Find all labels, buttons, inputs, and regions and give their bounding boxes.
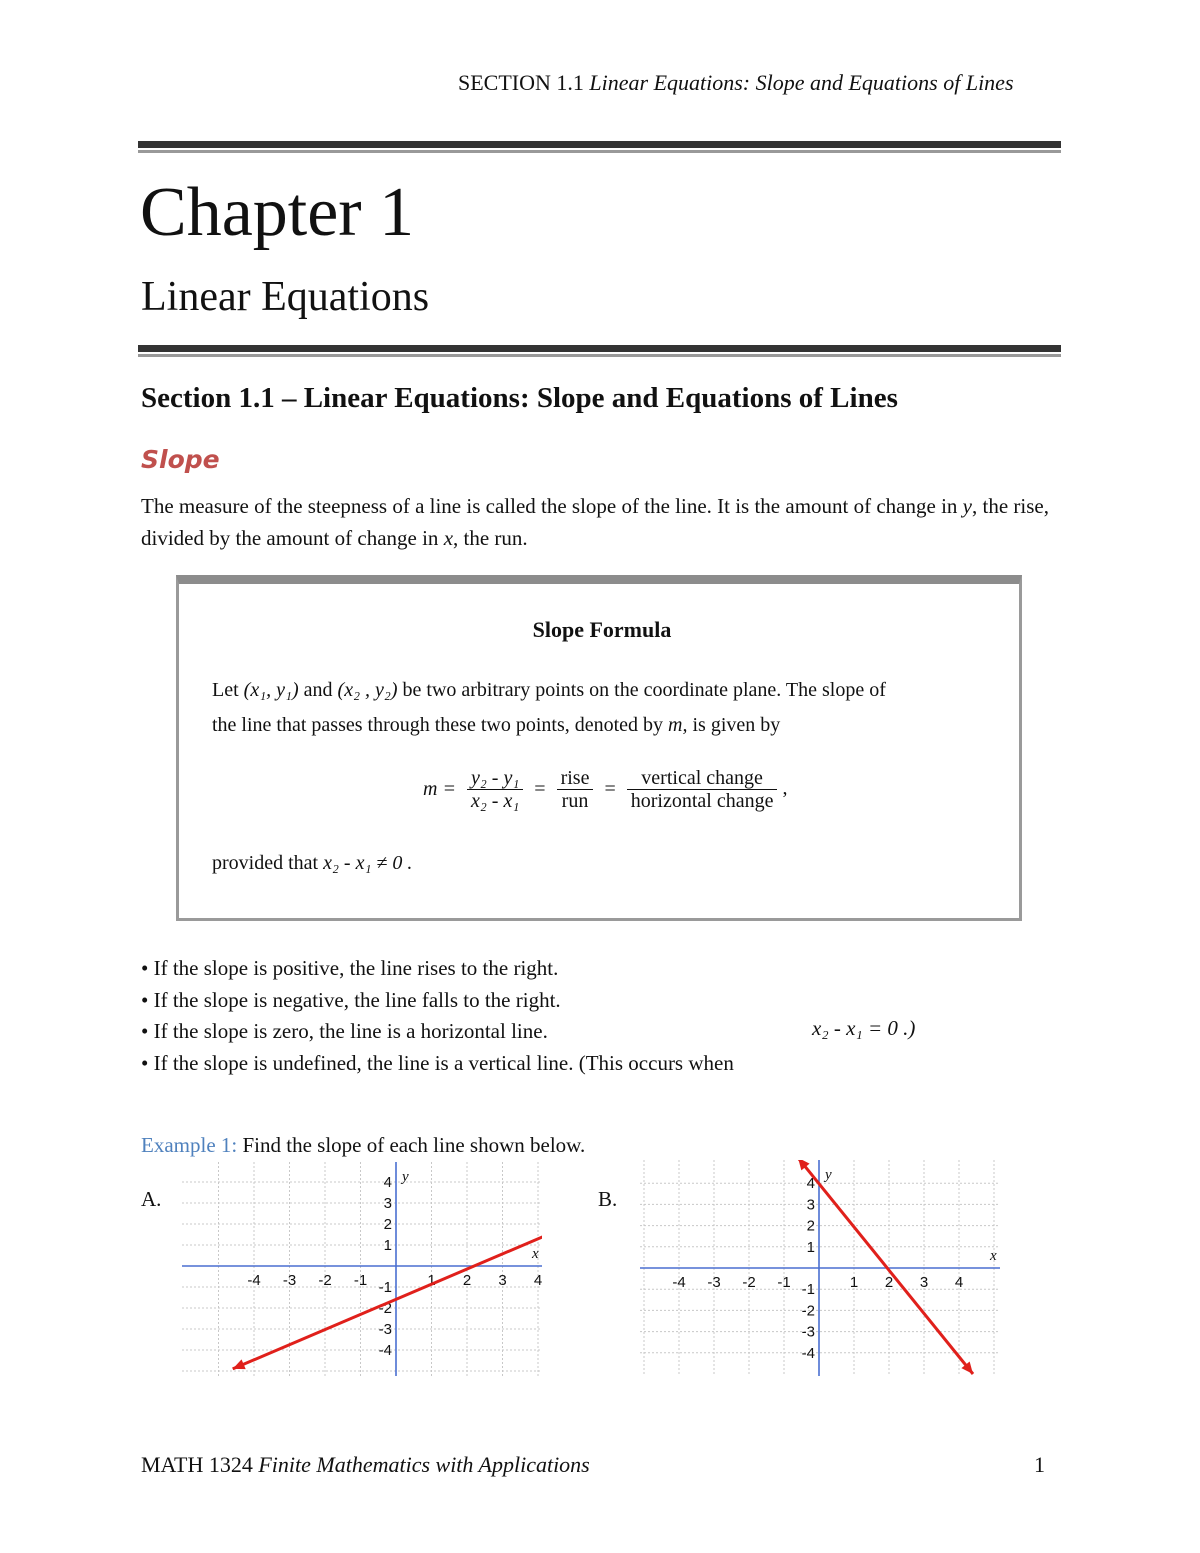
part-a-label: A. xyxy=(141,1187,162,1211)
condition-expr: x₂ - x₁ ≠ 0 . xyxy=(323,852,413,874)
bullet-negative: • If the slope is negative, the line falls to the right. xyxy=(141,987,561,1012)
top-rule xyxy=(138,141,1061,153)
y-tick-label: 2 xyxy=(383,1216,392,1233)
y-tick-label: 3 xyxy=(806,1196,815,1214)
y-axis-label: y xyxy=(402,1169,409,1185)
section-heading: Section 1.1 – Linear Equations: Slope and Equations of Lines xyxy=(141,382,898,414)
y-tick-label: -1 xyxy=(378,1279,392,1296)
x-tick-label: 1 xyxy=(427,1272,436,1289)
undefined-condition xyxy=(812,1016,915,1041)
x-tick-label: -3 xyxy=(707,1274,721,1291)
formula-box-condition xyxy=(212,852,412,875)
y-tick-label: 1 xyxy=(806,1238,815,1256)
line1-rest: be two arbitrary points on the coordinate plane. The slope of xyxy=(402,679,886,701)
part-b-label: B. xyxy=(598,1187,618,1211)
frac2-numerator: rise xyxy=(557,767,594,790)
x-tick-label: 2 xyxy=(462,1272,472,1289)
page-number: 1 xyxy=(1034,1452,1045,1477)
formula-comma: , xyxy=(782,777,788,800)
line2-text-a: the line that passes through these two points, denoted by xyxy=(212,714,664,736)
y-tick-label: 4 xyxy=(383,1174,392,1191)
bullet-zero: • If the slope is zero, the line is a horizontal line. xyxy=(141,1019,548,1043)
equals-2: = xyxy=(604,778,616,800)
para-text-1: The measure of the steepness of a line is called the slope of the line. It is the amount of change in xyxy=(141,494,958,518)
y-tick-label: 1 xyxy=(383,1237,392,1254)
x-tick-label: -1 xyxy=(777,1274,791,1291)
data-line xyxy=(798,1160,973,1374)
x-tick-label: 4 xyxy=(954,1274,964,1291)
x-tick-label: 1 xyxy=(849,1274,859,1291)
frac1-denominator: x₂ - x₁ xyxy=(470,790,520,812)
slope-formula-box xyxy=(176,575,1022,921)
x-tick-label: 3 xyxy=(919,1274,929,1291)
x-tick-label: -2 xyxy=(742,1274,756,1291)
point-1: (x₁, y₁) xyxy=(243,679,299,701)
para-var-x: x xyxy=(443,526,454,550)
frac3-numerator: vertical change xyxy=(627,767,778,790)
frac2-denominator: run xyxy=(561,790,589,812)
slope-cases-list xyxy=(141,953,734,1079)
slope-heading: Slope xyxy=(141,445,220,474)
chapter-title: Chapter 1 xyxy=(140,174,415,251)
footer-course-number: MATH 1324 xyxy=(141,1452,253,1477)
para-text-3: , the run. xyxy=(453,526,528,550)
y-axis-label: y xyxy=(825,1167,832,1183)
x-tick-label: -2 xyxy=(318,1272,332,1289)
example-1 xyxy=(141,1133,585,1158)
formula-lhs: m = xyxy=(423,778,456,800)
header-section-label: SECTION 1.1 xyxy=(458,70,584,95)
formula-box-line-2 xyxy=(212,714,780,737)
x-axis-label: x xyxy=(532,1246,539,1262)
x-axis-label: x xyxy=(990,1248,997,1264)
bottom-rule xyxy=(138,345,1061,357)
y-tick-label: -3 xyxy=(378,1321,392,1338)
m-variable: m, xyxy=(668,714,688,736)
x-tick-label: 3 xyxy=(498,1272,507,1289)
para-text-2: , the rise, divided by the amount of change in xyxy=(141,494,1049,550)
y-tick-label: -4 xyxy=(378,1342,392,1359)
y-tick-label: -3 xyxy=(801,1323,815,1341)
fraction-changes xyxy=(627,767,778,812)
y-tick-label: 3 xyxy=(383,1195,392,1212)
x-tick-label: 4 xyxy=(533,1272,542,1289)
x-tick-label: -4 xyxy=(672,1274,686,1291)
example-label: Example 1: xyxy=(141,1133,238,1157)
provided-text: provided that xyxy=(212,852,319,874)
chapter-subtitle: Linear Equations xyxy=(141,274,430,320)
let-word: Let xyxy=(212,679,239,701)
bullet-positive: • If the slope is positive, the line rises to the right. xyxy=(141,956,559,980)
formula-box-line-1 xyxy=(212,679,886,702)
fraction-coordinates xyxy=(467,767,523,812)
fraction-rise-run xyxy=(557,767,594,812)
y-tick-label: 4 xyxy=(806,1175,815,1193)
y-tick-label: -2 xyxy=(378,1300,392,1317)
graph-a xyxy=(182,1162,542,1376)
and-word: and xyxy=(303,679,333,701)
example-text: Find the slope of each line shown below. xyxy=(242,1133,586,1157)
para-var-y: y xyxy=(962,494,972,518)
x-tick-label: -1 xyxy=(353,1272,368,1289)
x-tick-label: -3 xyxy=(282,1272,297,1289)
equals-1: = xyxy=(534,778,546,800)
graph-b xyxy=(640,1160,1000,1376)
frac1-numerator: y₂ - y₁ xyxy=(467,767,523,790)
running-header xyxy=(458,70,1014,96)
slope-definition xyxy=(141,490,1066,554)
y-tick-label: 2 xyxy=(806,1217,815,1235)
y-tick-label: -2 xyxy=(801,1302,815,1320)
y-tick-label: -1 xyxy=(801,1281,815,1299)
point-2: (x₂ , y₂) xyxy=(337,679,398,701)
x-tick-label: 2 xyxy=(884,1274,894,1291)
formula-box-title: Slope Formula xyxy=(532,617,672,642)
y-tick-label: -4 xyxy=(801,1344,815,1362)
footer-course xyxy=(141,1452,590,1478)
line2-text-b: is given by xyxy=(692,714,781,736)
footer-course-title: Finite Mathematics with Applications xyxy=(258,1452,590,1477)
header-section-title: Linear Equations: Slope and Equations of Lines xyxy=(589,70,1014,95)
bullet-undefined: • If the slope is undefined, the line is a vertical line. (This occurs when xyxy=(141,1050,734,1075)
frac3-denominator: horizontal change xyxy=(630,790,774,812)
undefined-condition-expr: x₂ - x₁ = 0 .) xyxy=(812,1016,916,1040)
slope-formula xyxy=(417,767,787,812)
x-tick-label: -4 xyxy=(247,1272,261,1289)
